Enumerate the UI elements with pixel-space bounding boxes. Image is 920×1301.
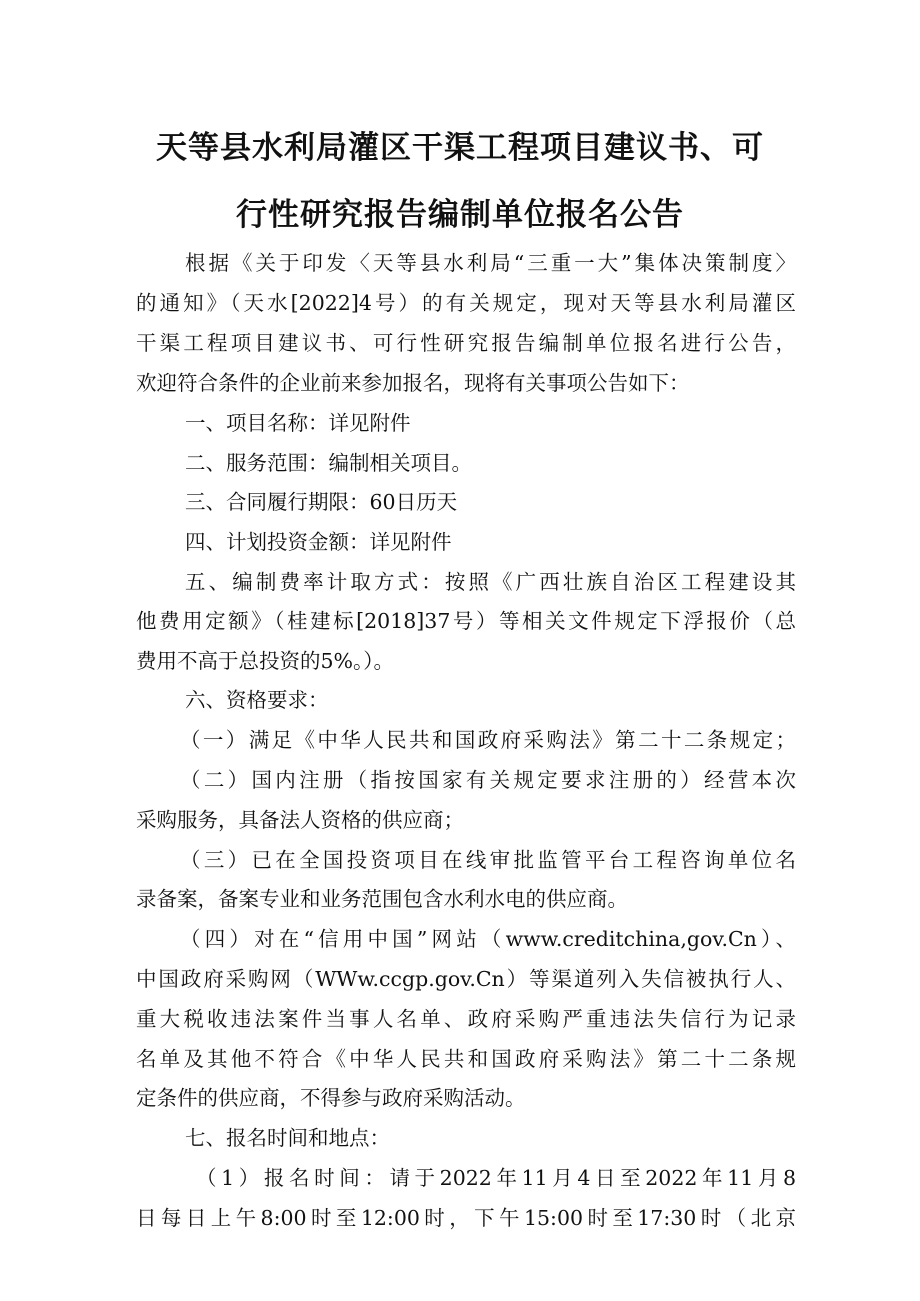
qualification-3-line-2: 录备案，备案专业和业务范围包含水利水电的供应商。 xyxy=(136,887,628,911)
paragraph-intro-line-3: 干渠工程项目建议书、可行性研究报告编制单位报名进行公告， xyxy=(136,331,796,355)
paragraph-intro-line-4: 欢迎符合条件的企业前来参加报名，现将有关事项公告如下： xyxy=(136,371,690,395)
item-fee-method-line-2: 他费用定额》（桂建标[2018]37号）等相关文件规定下浮报价（总 xyxy=(136,609,796,633)
item-qualification-heading: 六、资格要求： xyxy=(185,688,329,712)
item-service-scope: 二、服务范围：编制相关项目。 xyxy=(185,451,472,475)
item-registration-heading: 七、报名时间和地点： xyxy=(185,1126,390,1150)
qualification-1: （一）满足《中华人民共和国政府采购法》第二十二条规定； xyxy=(180,728,796,752)
registration-time-line-1: （1）报名时间：请于2022年11月4日至2022年11月8 xyxy=(196,1166,796,1190)
qualification-2-line-1: （二）国内注册（指按国家有关规定要求注册的）经营本次 xyxy=(180,768,796,792)
item-contract-period: 三、合同履行期限：60日历天 xyxy=(185,490,458,514)
paragraph-intro-line-1: 根据《关于印发〈天等县水利局“三重一大”集体决策制度〉 xyxy=(185,251,796,275)
item-investment-amount: 四、计划投资金额：详见附件 xyxy=(185,530,452,554)
item-fee-method-line-1: 五、编制费率计取方式：按照《广西壮族自治区工程建设其 xyxy=(185,570,796,594)
qualification-3-line-1: （三）已在全国投资项目在线审批监管平台工程咨询单位名 xyxy=(180,848,796,872)
item-project-name: 一、项目名称：详见附件 xyxy=(185,411,411,435)
qualification-4-line-5: 定条件的供应商，不得参与政府采购活动。 xyxy=(136,1086,526,1110)
qualification-4-line-2: 中国政府采购网（WWw.ccgp.gov.Cn）等渠道列入失信被执行人、 xyxy=(136,967,796,991)
qualification-4-line-3: 重大税收违法案件当事人名单、政府采购严重违法失信行为记录 xyxy=(136,1007,796,1031)
qualification-4-line-4: 名单及其他不符合《中华人民共和国政府采购法》第二十二条规 xyxy=(136,1047,796,1071)
document-title-line-2: 行性研究报告编制单位报名公告 xyxy=(236,197,684,233)
paragraph-intro-line-2: 的通知》（天水[2022]4号）的有关规定，现对天等县水利局灌区 xyxy=(136,291,796,315)
item-fee-method-line-3: 费用不高于总投资的5%。）。 xyxy=(136,649,395,673)
registration-time-line-2: 日每日上午8:00时至12:00时，下午15:00时至17:30时（北京 xyxy=(136,1206,796,1230)
document-title-line-1: 天等县水利局灌区干渠工程项目建议书、可 xyxy=(156,130,764,166)
qualification-4-line-1: （四）对在“信用中国”网站（www.creditchina,gov.Cn）、 xyxy=(180,927,796,951)
qualification-2-line-2: 采购服务，具备法人资格的供应商； xyxy=(136,808,464,832)
